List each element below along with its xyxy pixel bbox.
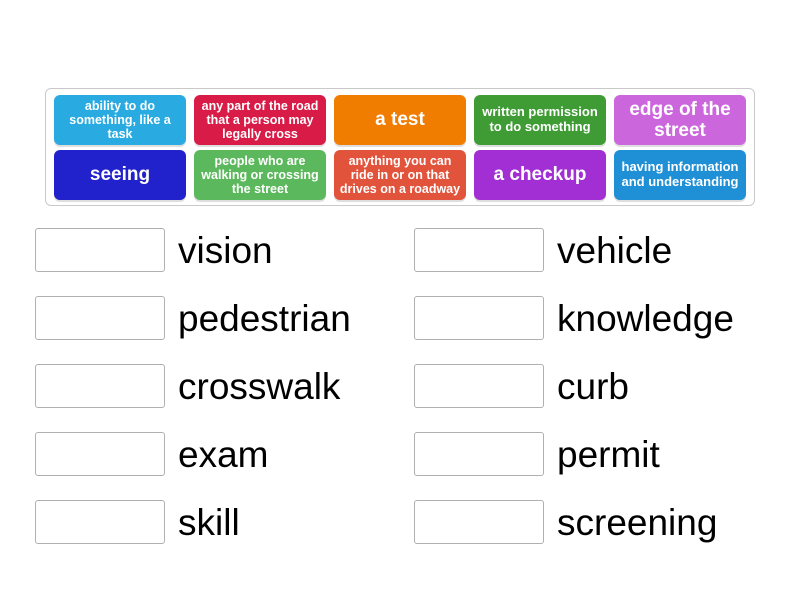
tile-written-permission[interactable]: written permission to do something	[474, 95, 606, 145]
tile-ability-to-do-something[interactable]: ability to do something, like a task	[54, 95, 186, 145]
answer-row	[35, 494, 415, 550]
answer-row	[414, 358, 794, 414]
tile-row-2	[51, 150, 749, 200]
drop-target-exam[interactable]	[35, 432, 165, 476]
drop-target-crosswalk[interactable]	[35, 364, 165, 408]
answer-label-exam: exam	[178, 433, 269, 475]
answer-row	[35, 290, 415, 346]
answer-label-screening: screening	[557, 501, 718, 543]
tile-a-checkup[interactable]: a checkup	[474, 150, 606, 200]
answer-label-pedestrian: pedestrian	[178, 297, 351, 339]
answer-label-permit: permit	[557, 433, 660, 475]
tile-people-who-are-walking[interactable]: people who are walking or crossing the street	[194, 150, 326, 200]
drop-target-knowledge[interactable]	[414, 296, 544, 340]
tile-row-1	[51, 95, 749, 145]
answer-label-vehicle: vehicle	[557, 229, 673, 271]
tile-edge-of-the-street[interactable]: edge of the street	[614, 95, 746, 145]
answer-label-vision: vision	[178, 229, 273, 271]
drop-target-permit[interactable]	[414, 432, 544, 476]
answer-label-curb: curb	[557, 365, 629, 407]
drop-target-vehicle[interactable]	[414, 228, 544, 272]
answer-row	[35, 222, 415, 278]
tile-having-information[interactable]: having information and understanding	[614, 150, 746, 200]
answer-row	[414, 222, 794, 278]
answer-row	[414, 290, 794, 346]
answer-row	[414, 426, 794, 482]
drop-target-pedestrian[interactable]	[35, 296, 165, 340]
answer-column-right	[414, 222, 794, 562]
answer-row	[414, 494, 794, 550]
answer-row	[35, 358, 415, 414]
answer-label-knowledge: knowledge	[557, 297, 734, 339]
answer-label-crosswalk: crosswalk	[178, 365, 341, 407]
tile-any-part-of-the-road[interactable]: any part of the road that a person may legally cross	[194, 95, 326, 145]
drop-target-curb[interactable]	[414, 364, 544, 408]
tile-bank	[45, 88, 755, 206]
tile-anything-you-can-ride[interactable]: anything you can ride in or on that drives on a roadway	[334, 150, 466, 200]
drop-target-screening[interactable]	[414, 500, 544, 544]
drop-target-vision[interactable]	[35, 228, 165, 272]
answer-column-left	[35, 222, 415, 562]
tile-a-test[interactable]: a test	[334, 95, 466, 145]
answer-label-skill: skill	[178, 501, 240, 543]
tile-seeing[interactable]: seeing	[54, 150, 186, 200]
drop-target-skill[interactable]	[35, 500, 165, 544]
answer-row	[35, 426, 415, 482]
